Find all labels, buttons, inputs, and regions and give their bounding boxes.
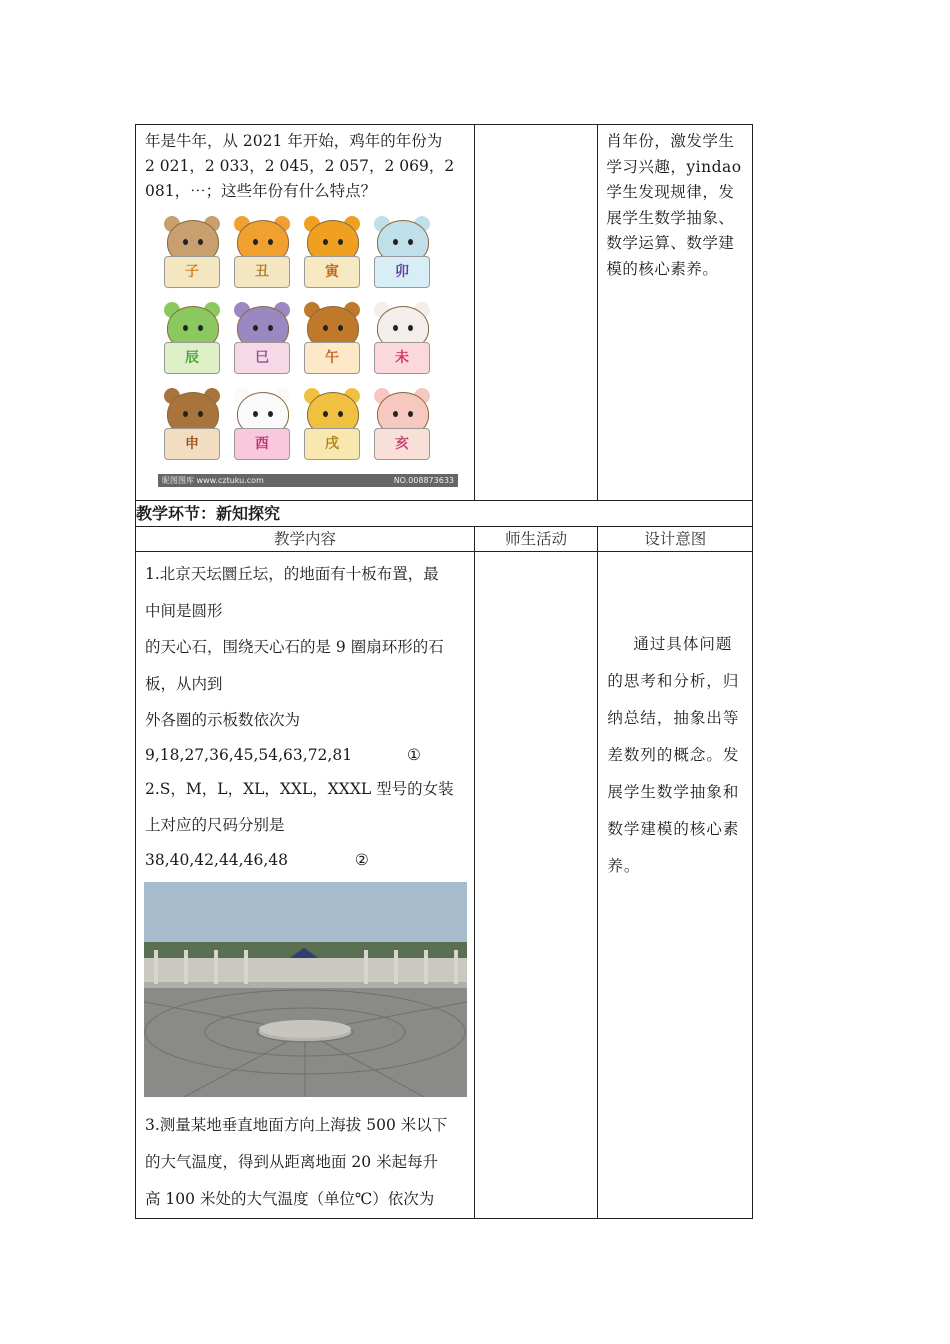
content-line: 年是牛年，从 2021 年开始，鸡年的年份为: [145, 132, 443, 150]
eye-icon: [183, 325, 188, 331]
eye-icon: [268, 325, 273, 331]
zodiac-animal: [298, 216, 368, 302]
zodiac-animal: [158, 216, 228, 302]
zodiac-sign: 巳: [234, 342, 290, 374]
eye-icon: [198, 239, 203, 245]
sequence-line-1: [145, 739, 466, 771]
continuation-activity-cell: [474, 125, 597, 501]
zodiac-animal: [368, 388, 438, 474]
eye-icon: [338, 239, 343, 245]
intent-text: 通过具体问题的思考和分析，归纳总结，抽象出等差数列的概念。发展学生数学抽象和数学建模的核心素养。: [607, 635, 740, 875]
header-row: [136, 527, 753, 552]
temple-photo: [144, 882, 467, 1097]
section-title: 教学环节：新知探究: [136, 501, 753, 527]
eye-icon: [323, 239, 328, 245]
zodiac-sign: 丑: [234, 256, 290, 288]
zodiac-animal: [158, 388, 228, 474]
temple-photo-svg: [144, 882, 467, 1097]
content-line: 3.测量某地垂直地面方向上海拔 500 米以下: [145, 1115, 448, 1134]
marker-1: ①: [407, 745, 421, 764]
explore-activity-cell: [474, 552, 597, 1219]
zodiac-animal: [298, 388, 368, 474]
content-line: 板，从内到: [145, 674, 223, 693]
content-line: 的天心石，围绕天心石的是 9 圈扇环形的石: [145, 638, 444, 656]
eye-icon: [338, 411, 343, 417]
header-content: 教学内容: [136, 527, 475, 552]
eye-icon: [198, 411, 203, 417]
eye-icon: [323, 411, 328, 417]
header-activity: 师生活动: [474, 527, 597, 552]
zodiac-sign: 寅: [304, 256, 360, 288]
eye-icon: [253, 239, 258, 245]
eye-icon: [198, 325, 203, 331]
zodiac-animal: [368, 216, 438, 302]
content-line: 高 100 米处的大气温度（单位℃）依次为: [145, 1189, 435, 1208]
eye-icon: [408, 325, 413, 331]
eye-icon: [408, 239, 413, 245]
content-line: 的大气温度，得到从距离地面 20 米起每升: [145, 1152, 439, 1171]
eye-icon: [253, 325, 258, 331]
zodiac-sign: 卯: [374, 256, 430, 288]
eye-icon: [393, 325, 398, 331]
zodiac-sign: 未: [374, 342, 430, 374]
zodiac-sign: 酉: [234, 428, 290, 460]
zodiac-animal: [228, 302, 298, 388]
zodiac-sign: 午: [304, 342, 360, 374]
header-intent: 设计意图: [598, 527, 753, 552]
zodiac-animal: [158, 302, 228, 388]
zodiac-sign: 申: [164, 428, 220, 460]
eye-icon: [393, 411, 398, 417]
explore-row: [136, 552, 753, 1219]
continuation-intent-cell: [598, 125, 753, 501]
zodiac-sign: 辰: [164, 342, 220, 374]
eye-icon: [268, 239, 273, 245]
marker-2: ②: [354, 850, 369, 869]
design-intent-text: 肖年份，激发学生学习兴趣，yindao学生发现规律，发展学生数学抽象、数学运算、数学建模的核心素养。: [606, 132, 742, 278]
design-intent-text: [598, 552, 752, 885]
watermark-right: NO.008873633: [393, 476, 454, 485]
zodiac-animal: [228, 216, 298, 302]
content-line: 081，⋯；这些年份有什么特点？: [145, 182, 377, 200]
zodiac-animal: [298, 302, 368, 388]
section-row: [136, 501, 753, 527]
explore-intent-cell: [598, 552, 753, 1219]
lesson-table: [135, 124, 753, 1219]
eye-icon: [338, 325, 343, 331]
content-line: 2.S，M，L，XL，XXL，XXXL 型号的女装: [145, 779, 454, 798]
image-watermark: [158, 474, 458, 487]
eye-icon: [323, 325, 328, 331]
sequence-line-2: [145, 844, 466, 876]
eye-icon: [183, 411, 188, 417]
content-line: 中间是圆形: [145, 601, 223, 620]
eye-icon: [408, 411, 413, 417]
zodiac-image: [158, 216, 454, 474]
zodiac-sign: 子: [164, 256, 220, 288]
eye-icon: [393, 239, 398, 245]
continuation-row: [136, 125, 753, 501]
eye-icon: [183, 239, 188, 245]
explore-content-cell: [136, 552, 475, 1219]
content-line: 2 021，2 033，2 045，2 057，2 069，2: [145, 157, 455, 175]
eye-icon: [268, 411, 273, 417]
zodiac-animal: [228, 388, 298, 474]
continuation-content-cell: [136, 125, 475, 501]
sequence-2: 38,40,42,44,46,48: [145, 850, 288, 869]
zodiac-sign: 戌: [304, 428, 360, 460]
content-line: 1.北京天坛圜丘坛，的地面有十板布置，最: [145, 565, 439, 583]
content-line: 上对应的尺码分别是: [145, 816, 285, 834]
eye-icon: [253, 411, 258, 417]
zodiac-animal: [368, 302, 438, 388]
zodiac-sign: 亥: [374, 428, 430, 460]
sequence-1: 9,18,27,36,45,54,63,72,81: [145, 745, 353, 764]
watermark-left: 昵图图库 www.cztuku.com: [162, 476, 264, 485]
content-line: 外各圈的示板数依次为: [145, 711, 301, 729]
